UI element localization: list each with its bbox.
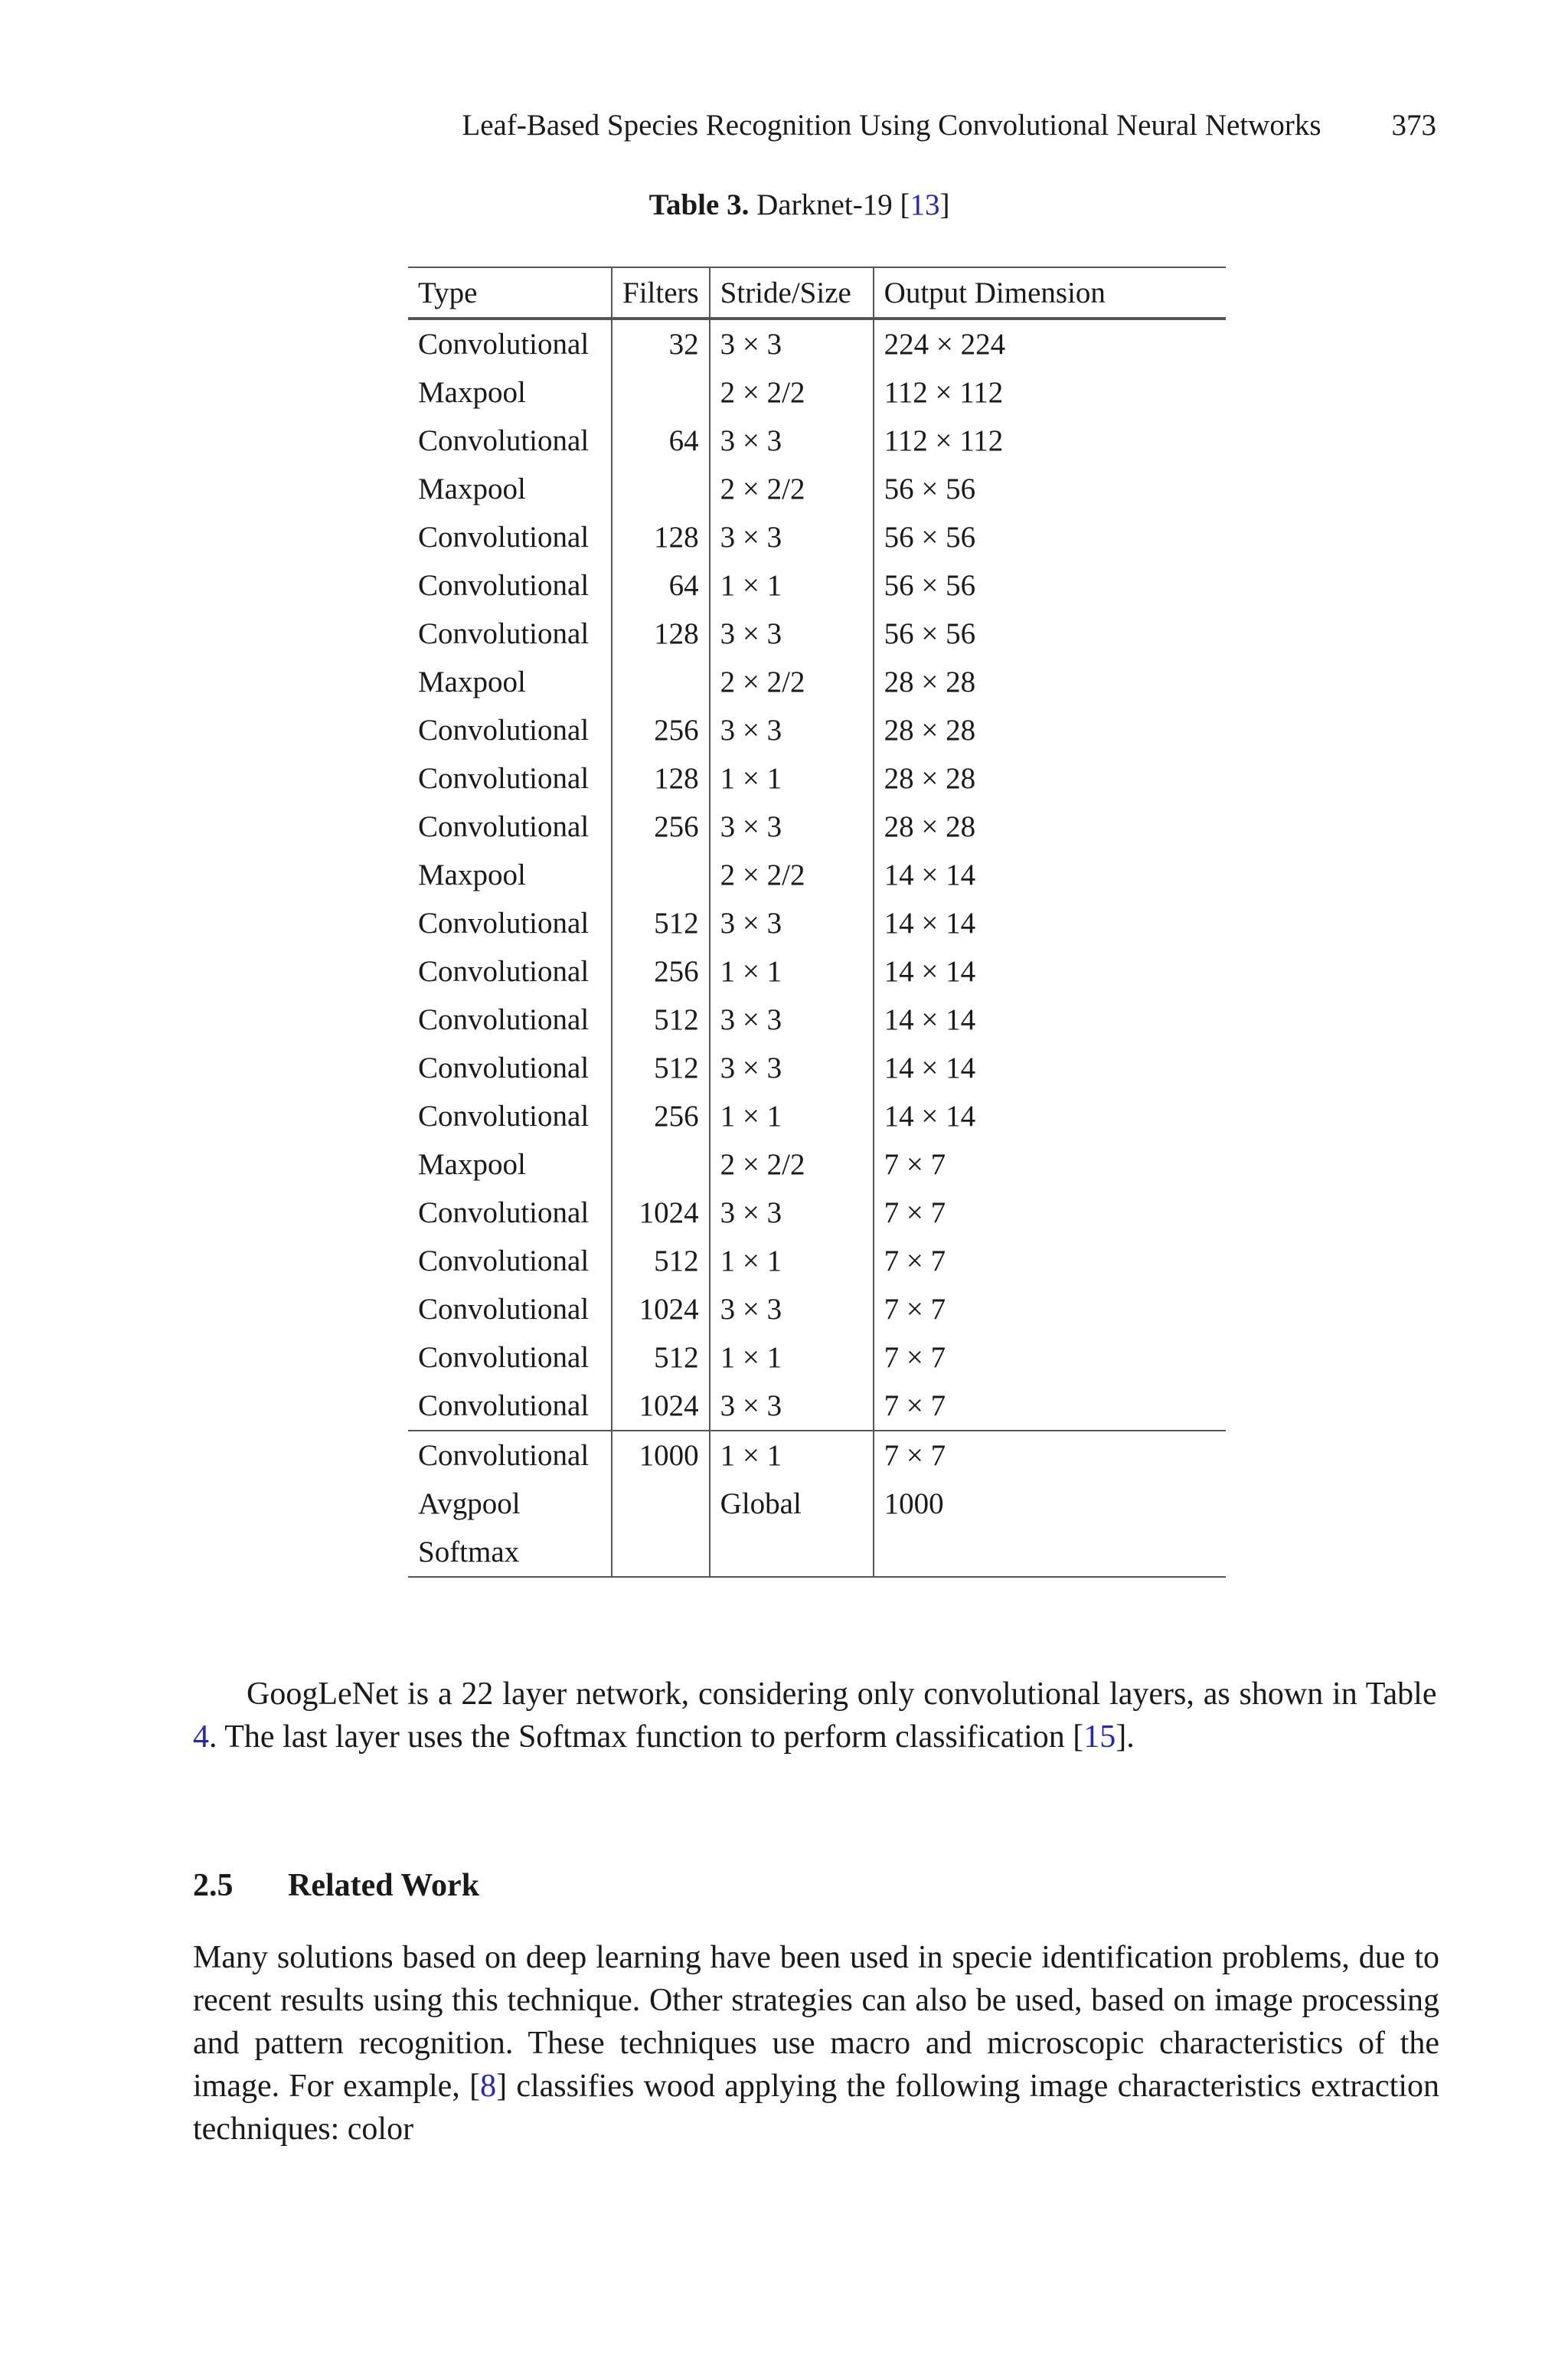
cell-output-dimension: 56 × 56 <box>874 610 1226 658</box>
cell-filters: 512 <box>612 996 710 1044</box>
cell-type: Convolutional <box>418 521 590 554</box>
cell-stride-size: 3 × 3 <box>710 417 874 465</box>
cell-filters: 256 <box>612 1092 710 1140</box>
table-row <box>408 996 1226 1044</box>
page-number: 373 <box>1391 109 1436 142</box>
table-row <box>408 319 1226 368</box>
cell-stride-size: 3 × 3 <box>710 706 874 754</box>
table-ref-link-4[interactable]: 4 <box>193 1719 209 1755</box>
cell-output-dimension: 14 × 14 <box>874 947 1226 996</box>
cell-stride-size: 3 × 3 <box>710 996 874 1044</box>
cell-filters: 512 <box>612 1237 710 1285</box>
cell-output-dimension: 1000 <box>874 1480 1226 1528</box>
cell-stride-size: 1 × 1 <box>710 1237 874 1285</box>
cell-type: Maxpool <box>418 666 526 698</box>
cell-filters: 32 <box>612 319 710 368</box>
section-title: Related Work <box>288 1868 480 1903</box>
table-row <box>408 1285 1226 1333</box>
table-caption <box>0 187 1568 224</box>
cell-type: Convolutional <box>418 1003 590 1036</box>
cell-filters: 1024 <box>612 1382 710 1431</box>
table-row <box>408 1333 1226 1382</box>
cell-stride-size: 1 × 1 <box>710 561 874 610</box>
cell-filters: 64 <box>612 561 710 610</box>
cell-filters: 512 <box>612 1333 710 1382</box>
cell-output-dimension: 28 × 28 <box>874 803 1226 851</box>
cell-type: Convolutional <box>418 1389 590 1422</box>
paragraph-1-text-a: GoogLeNet is a 22 layer network, considering only convolutional layers, as shown in Table <box>247 1676 1437 1712</box>
table-body <box>408 319 1226 1577</box>
cell-stride-size: 2 × 2/2 <box>710 658 874 706</box>
cell-stride-size: Global <box>710 1480 874 1528</box>
cell-stride-size: 1 × 1 <box>710 1431 874 1480</box>
cell-type: Convolutional <box>418 1196 590 1229</box>
table-row <box>408 803 1226 851</box>
table-header-row <box>408 267 1226 319</box>
citation-link-8[interactable]: 8 <box>480 2069 497 2104</box>
paragraph-2-text-b: ] classifies wood applying the following image characteristics extraction techniques: color <box>193 2069 1439 2147</box>
cell-filters: 128 <box>612 610 710 658</box>
table-row <box>408 658 1226 706</box>
table-row <box>408 947 1226 996</box>
cell-type: Maxpool <box>418 473 526 505</box>
cell-output-dimension: 28 × 28 <box>874 754 1226 803</box>
cell-filters <box>612 1528 710 1577</box>
paragraph-googlenet <box>193 1673 1439 1758</box>
cell-type: Convolutional <box>418 569 590 602</box>
cell-type: Maxpool <box>418 376 526 409</box>
header-stride-size: Stride/Size <box>710 267 874 319</box>
cell-type: Convolutional <box>418 1341 590 1374</box>
cell-output-dimension: 14 × 14 <box>874 851 1226 899</box>
cell-filters: 128 <box>612 754 710 803</box>
cell-type: Convolutional <box>418 1245 590 1277</box>
cell-filters: 128 <box>612 513 710 561</box>
cell-type: Convolutional <box>418 810 590 843</box>
cell-type: Avgpool <box>418 1487 521 1520</box>
cell-output-dimension: 56 × 56 <box>874 465 1226 513</box>
table-row <box>408 1382 1226 1431</box>
cell-type: Convolutional <box>418 907 590 940</box>
cell-stride-size: 3 × 3 <box>710 803 874 851</box>
cell-filters: 256 <box>612 706 710 754</box>
cell-output-dimension: 7 × 7 <box>874 1333 1226 1382</box>
table-row <box>408 1528 1226 1577</box>
table-row <box>408 851 1226 899</box>
cell-filters <box>612 465 710 513</box>
table-row <box>408 1140 1226 1189</box>
section-heading <box>193 1864 479 1907</box>
cell-output-dimension: 28 × 28 <box>874 658 1226 706</box>
table-row <box>408 1092 1226 1140</box>
table-row <box>408 513 1226 561</box>
cell-filters: 1024 <box>612 1285 710 1333</box>
cell-filters <box>612 368 710 417</box>
cell-output-dimension: 224 × 224 <box>874 319 1226 368</box>
cell-filters: 512 <box>612 1044 710 1092</box>
running-head-title: Leaf-Based Species Recognition Using Convolutional Neural Networks <box>462 109 1321 142</box>
table-row <box>408 1189 1226 1237</box>
table-row <box>408 561 1226 610</box>
cell-filters: 256 <box>612 803 710 851</box>
cell-output-dimension: 14 × 14 <box>874 996 1226 1044</box>
table-caption-text: Darknet-19 [ <box>756 188 910 221</box>
paragraph-related-work <box>193 1936 1439 2151</box>
cell-type: Convolutional <box>418 714 590 747</box>
cell-stride-size: 2 × 2/2 <box>710 851 874 899</box>
table-row <box>408 1480 1226 1528</box>
cell-filters: 512 <box>612 899 710 947</box>
cell-stride-size: 2 × 2/2 <box>710 368 874 417</box>
cell-output-dimension <box>874 1528 1226 1577</box>
cell-filters: 1024 <box>612 1189 710 1237</box>
cell-type: Softmax <box>418 1536 520 1568</box>
cell-output-dimension: 28 × 28 <box>874 706 1226 754</box>
cell-type: Convolutional <box>418 1293 590 1326</box>
table-row <box>408 1044 1226 1092</box>
paragraph-1-text-b: . The last layer uses the Softmax function to perform classification [ <box>209 1719 1084 1755</box>
cell-type: Convolutional <box>418 424 590 457</box>
cell-filters <box>612 658 710 706</box>
cell-output-dimension: 7 × 7 <box>874 1431 1226 1480</box>
cell-type: Convolutional <box>418 762 590 795</box>
cell-stride-size: 3 × 3 <box>710 1285 874 1333</box>
cell-type: Maxpool <box>418 859 526 891</box>
cell-type: Maxpool <box>418 1148 526 1181</box>
table-caption-label: Table 3. <box>648 188 750 221</box>
cell-output-dimension: 112 × 112 <box>874 417 1226 465</box>
cell-type: Convolutional <box>418 1439 590 1472</box>
running-head <box>0 107 1436 144</box>
cell-type: Convolutional <box>418 328 590 361</box>
cell-stride-size: 3 × 3 <box>710 1382 874 1431</box>
cell-stride-size: 3 × 3 <box>710 899 874 947</box>
section-number: 2.5 <box>193 1868 234 1903</box>
cell-stride-size <box>710 1528 874 1577</box>
cell-output-dimension: 14 × 14 <box>874 1044 1226 1092</box>
cell-stride-size: 1 × 1 <box>710 947 874 996</box>
paragraph-2-text-a: Many solutions based on deep learning have been used in specie identification problems, due to recent results using this technique. Other strategies can also be used, based on image processing and pattern recognition. These techniques use macro and microscopic characteristics of the image. For example, [ <box>193 1940 1439 2104</box>
cell-type: Convolutional <box>418 1100 590 1133</box>
header-filters: Filters <box>612 267 710 319</box>
citation-link-15[interactable]: 15 <box>1083 1719 1116 1755</box>
cell-stride-size: 2 × 2/2 <box>710 1140 874 1189</box>
cell-stride-size: 1 × 1 <box>710 754 874 803</box>
cell-filters <box>612 851 710 899</box>
cell-stride-size: 3 × 3 <box>710 319 874 368</box>
cell-stride-size: 1 × 1 <box>710 1333 874 1382</box>
cell-output-dimension: 56 × 56 <box>874 561 1226 610</box>
cell-filters <box>612 1140 710 1189</box>
header-output-dimension: Output Dimension <box>874 267 1226 319</box>
table-row <box>408 368 1226 417</box>
cell-stride-size: 3 × 3 <box>710 1189 874 1237</box>
cell-stride-size: 1 × 1 <box>710 1092 874 1140</box>
cell-output-dimension: 14 × 14 <box>874 899 1226 947</box>
table-row <box>408 1431 1226 1480</box>
cell-stride-size: 2 × 2/2 <box>710 465 874 513</box>
header-type: Type <box>418 276 478 309</box>
citation-link-13[interactable]: 13 <box>910 188 940 221</box>
cell-filters: 1000 <box>612 1431 710 1480</box>
cell-output-dimension: 7 × 7 <box>874 1237 1226 1285</box>
table-row <box>408 1237 1226 1285</box>
cell-stride-size: 3 × 3 <box>710 513 874 561</box>
cell-output-dimension: 7 × 7 <box>874 1140 1226 1189</box>
table-row <box>408 417 1226 465</box>
table-row <box>408 610 1226 658</box>
darknet-19-table <box>408 267 1226 1578</box>
cell-filters <box>612 1480 710 1528</box>
table-row <box>408 899 1226 947</box>
table-row <box>408 706 1226 754</box>
cell-output-dimension: 14 × 14 <box>874 1092 1226 1140</box>
cell-type: Convolutional <box>418 617 590 650</box>
cell-stride-size: 3 × 3 <box>710 610 874 658</box>
cell-output-dimension: 56 × 56 <box>874 513 1226 561</box>
cell-output-dimension: 112 × 112 <box>874 368 1226 417</box>
table-caption-close: ] <box>939 188 950 221</box>
cell-output-dimension: 7 × 7 <box>874 1189 1226 1237</box>
cell-type: Convolutional <box>418 1052 590 1084</box>
cell-output-dimension: 7 × 7 <box>874 1285 1226 1333</box>
cell-type: Convolutional <box>418 955 590 988</box>
cell-filters: 256 <box>612 947 710 996</box>
cell-stride-size: 3 × 3 <box>710 1044 874 1092</box>
table-row <box>408 754 1226 803</box>
paragraph-1-text-c: ]. <box>1116 1719 1135 1755</box>
cell-output-dimension: 7 × 7 <box>874 1382 1226 1431</box>
table-row <box>408 465 1226 513</box>
cell-filters: 64 <box>612 417 710 465</box>
